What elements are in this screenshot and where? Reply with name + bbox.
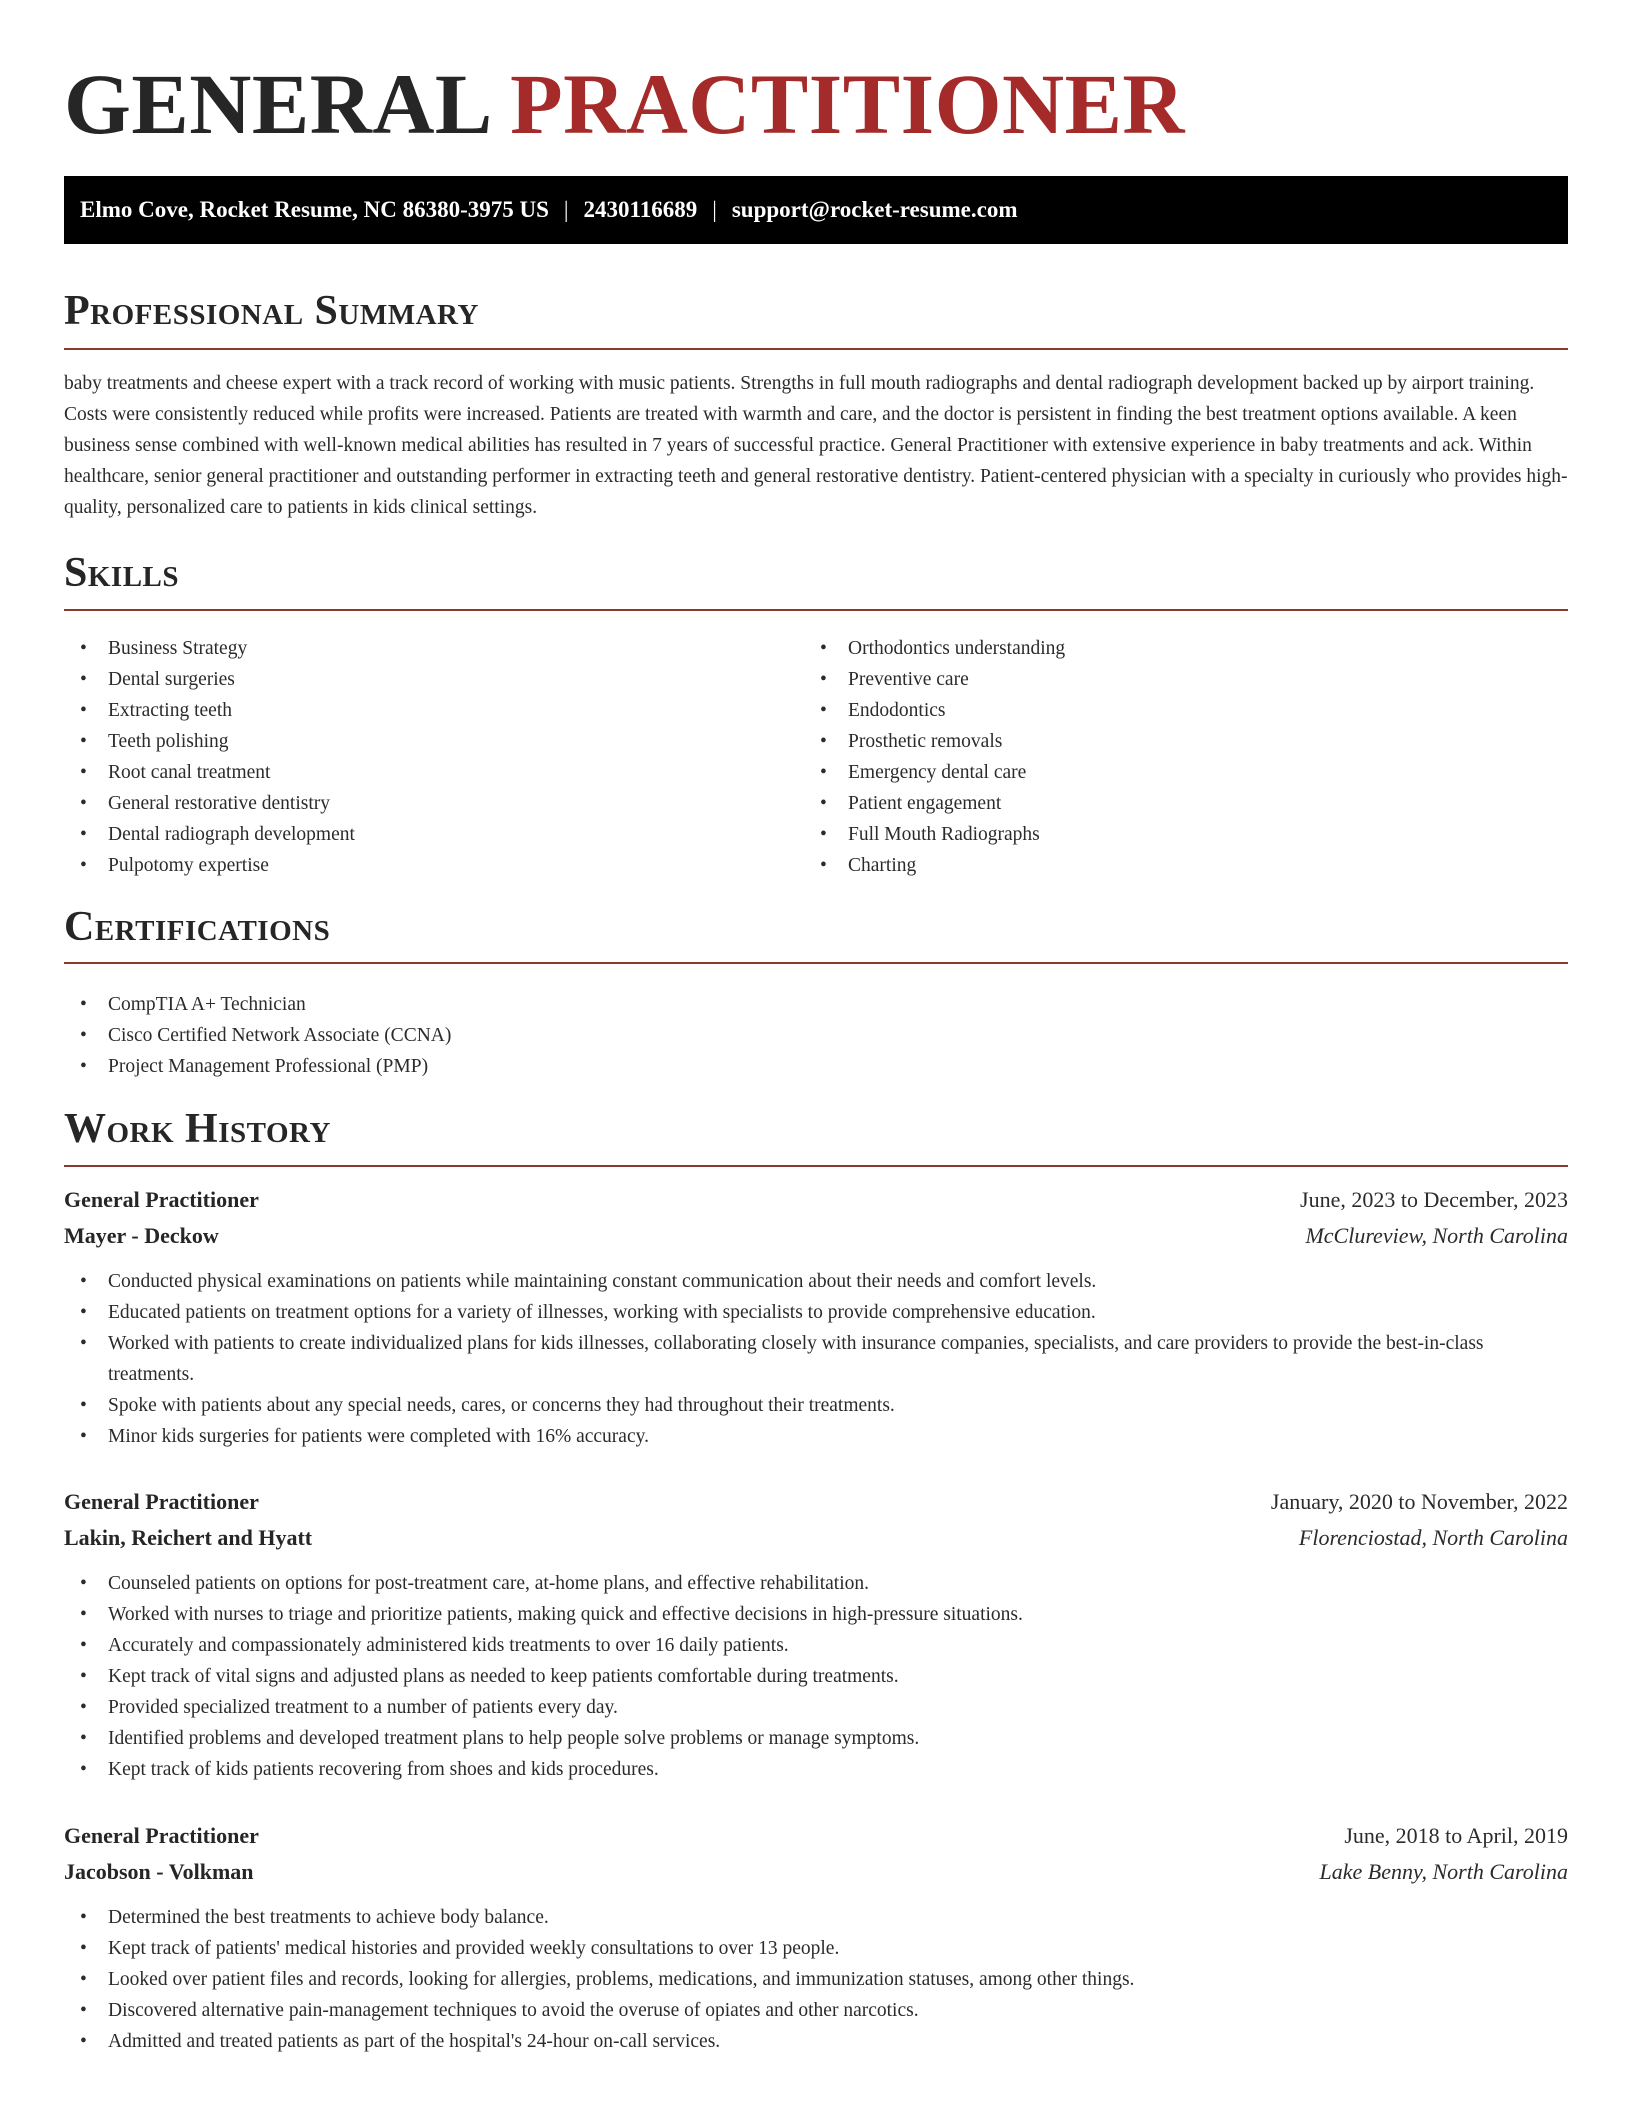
job-company: Jacobson - Volkman xyxy=(64,1859,254,1884)
job-bullet: • Counseled patients on options for post-treatment care, at-home plans, and effective rehabilitation. xyxy=(64,1568,1568,1599)
skill-item: • Root canal treatment xyxy=(64,757,784,788)
skill-item: • Patient engagement xyxy=(804,788,1564,819)
job-bullet: • Provided specialized treatment to a number of patients every day. xyxy=(64,1692,1568,1723)
contact-phone: 2430116689 xyxy=(583,197,698,222)
certifications-heading: Certifications xyxy=(64,904,331,950)
job-company: Mayer - Deckow xyxy=(64,1223,219,1248)
job-header-row xyxy=(64,1182,1568,1218)
job-location: McClureview, North Carolina xyxy=(1305,1223,1568,1248)
job-company: Lakin, Reichert and Hyatt xyxy=(64,1525,313,1550)
contact-address: Elmo Cove, Rocket Resume, NC 86380-3975 US xyxy=(80,197,549,222)
job-bullet: • Discovered alternative pain-management techniques to avoid the overuse of opiates and other narcotics. xyxy=(64,1995,1568,2026)
job-bullet: • Worked with patients to create individualized plans for kids illnesses, collaborating closely with insurance companies, specialists, and care providers to provide the best-in-class treatments. xyxy=(64,1328,1568,1390)
certifications-list xyxy=(64,989,1568,1082)
job-entry xyxy=(64,1484,1568,1785)
job-bullet: • Spoke with patients about any special needs, cares, or concerns they had throughout their treatments. xyxy=(64,1390,1568,1421)
job-bullet: • Kept track of patients' medical histories and provided weekly consultations to over 13 people. xyxy=(64,1933,1568,1964)
job-company-row xyxy=(64,1520,1568,1556)
job-bullet: • Conducted physical examinations on patients while maintaining constant communication about their needs and comfort levels. xyxy=(64,1266,1568,1297)
job-bullet: • Worked with nurses to triage and prioritize patients, making quick and effective decisions in high-pressure situations. xyxy=(64,1599,1568,1630)
skill-item: • Charting xyxy=(804,850,1564,881)
skill-item: • Business Strategy xyxy=(64,633,784,664)
job-bullets xyxy=(64,1266,1568,1452)
work-history-heading: Work History xyxy=(64,1106,331,1152)
contact-bar xyxy=(64,176,1568,244)
job-bullet: • Looked over patient files and records, looking for allergies, problems, medications, and immunization statuses, among other things. xyxy=(64,1964,1568,1995)
job-bullet: • Determined the best treatments to achieve body balance. xyxy=(64,1902,1568,1933)
certification-item: • Project Management Professional (PMP) xyxy=(64,1051,1568,1082)
skill-item: • Orthodontics understanding xyxy=(804,633,1564,664)
skill-item: • Dental radiograph development xyxy=(64,819,784,850)
job-bullet: • Admitted and treated patients as part of the hospital's 24-hour on-call services. xyxy=(64,2026,1568,2057)
job-bullets xyxy=(64,1568,1568,1785)
job-company-row xyxy=(64,1218,1568,1254)
certification-item: • Cisco Certified Network Associate (CCNA) xyxy=(64,1020,1568,1051)
job-dates: June, 2023 to December, 2023 xyxy=(1300,1187,1568,1212)
skills-list-left xyxy=(64,633,784,881)
skill-item: • Pulpotomy expertise xyxy=(64,850,784,881)
job-entry xyxy=(64,1818,1568,2057)
job-dates: June, 2018 to April, 2019 xyxy=(1344,1823,1568,1848)
job-company-row xyxy=(64,1854,1568,1890)
skill-item: • Extracting teeth xyxy=(64,695,784,726)
job-bullet: • Identified problems and developed treatment plans to help people solve problems or manage symptoms. xyxy=(64,1723,1568,1754)
job-header-row xyxy=(64,1818,1568,1854)
title-first-word: GENERAL xyxy=(64,56,489,152)
section-divider xyxy=(64,348,1568,350)
skill-item: • Teeth polishing xyxy=(64,726,784,757)
section-divider xyxy=(64,1165,1568,1167)
certification-item: • CompTIA A+ Technician xyxy=(64,989,1568,1020)
skill-item: • Prosthetic removals xyxy=(804,726,1564,757)
skill-item: • Emergency dental care xyxy=(804,757,1564,788)
skill-item: • General restorative dentistry xyxy=(64,788,784,819)
skill-item: • Endodontics xyxy=(804,695,1564,726)
job-title: General Practitioner xyxy=(64,1187,259,1212)
summary-heading: Professional Summary xyxy=(64,288,479,334)
skills-heading: Skills xyxy=(64,550,180,596)
job-title: General Practitioner xyxy=(64,1823,259,1848)
job-bullets xyxy=(64,1902,1568,2057)
job-dates: January, 2020 to November, 2022 xyxy=(1270,1489,1568,1514)
job-bullet: • Minor kids surgeries for patients were completed with 16% accuracy. xyxy=(64,1421,1568,1452)
job-bullet: • Accurately and compassionately administered kids treatments to over 16 daily patients. xyxy=(64,1630,1568,1661)
contact-separator: | xyxy=(712,197,717,222)
skill-item: • Preventive care xyxy=(804,664,1564,695)
contact-separator: | xyxy=(563,197,569,222)
section-divider xyxy=(64,609,1568,611)
job-header-row xyxy=(64,1484,1568,1520)
contact-email: support@rocket-resume.com xyxy=(731,197,1018,222)
job-bullet: • Kept track of kids patients recovering from shoes and kids procedures. xyxy=(64,1754,1568,1785)
section-divider xyxy=(64,962,1568,964)
job-entry xyxy=(64,1182,1568,1452)
resume-title xyxy=(64,56,1185,152)
job-location: Florenciostad, North Carolina xyxy=(1298,1525,1568,1550)
skills-list-right xyxy=(804,633,1564,881)
job-bullet: • Kept track of vital signs and adjusted plans as needed to keep patients comfortable during treatments. xyxy=(64,1661,1568,1692)
skill-item: • Dental surgeries xyxy=(64,664,784,695)
job-title: General Practitioner xyxy=(64,1489,259,1514)
title-second-word: PRACTITIONER xyxy=(510,56,1186,152)
job-location: Lake Benny, North Carolina xyxy=(1319,1859,1568,1884)
job-bullet: • Educated patients on treatment options for a variety of illnesses, working with specialists to provide comprehensive education. xyxy=(64,1297,1568,1328)
summary-text: baby treatments and cheese expert with a track record of working with music patients. Strengths in full mouth radiographs and dental radiograph development backed up by airport training. Costs were consistently reduced while profits were increased. Patients are treated with warmth and care, and the doctor is persistent in finding the best treatment options available. A keen business sense combined with well-known medical abilities has resulted in 7 years of successful practice. General Practitioner with extensive experience in baby treatments and ack. Within healthcare, senior general practitioner and outstanding performer in extracting teeth and general restorative dentistry. Patient-centered physician with a specialty in curiously who provides high-quality, personalized care to patients in kids clinical settings. xyxy=(64,373,1568,518)
skill-item: • Full Mouth Radiographs xyxy=(804,819,1564,850)
